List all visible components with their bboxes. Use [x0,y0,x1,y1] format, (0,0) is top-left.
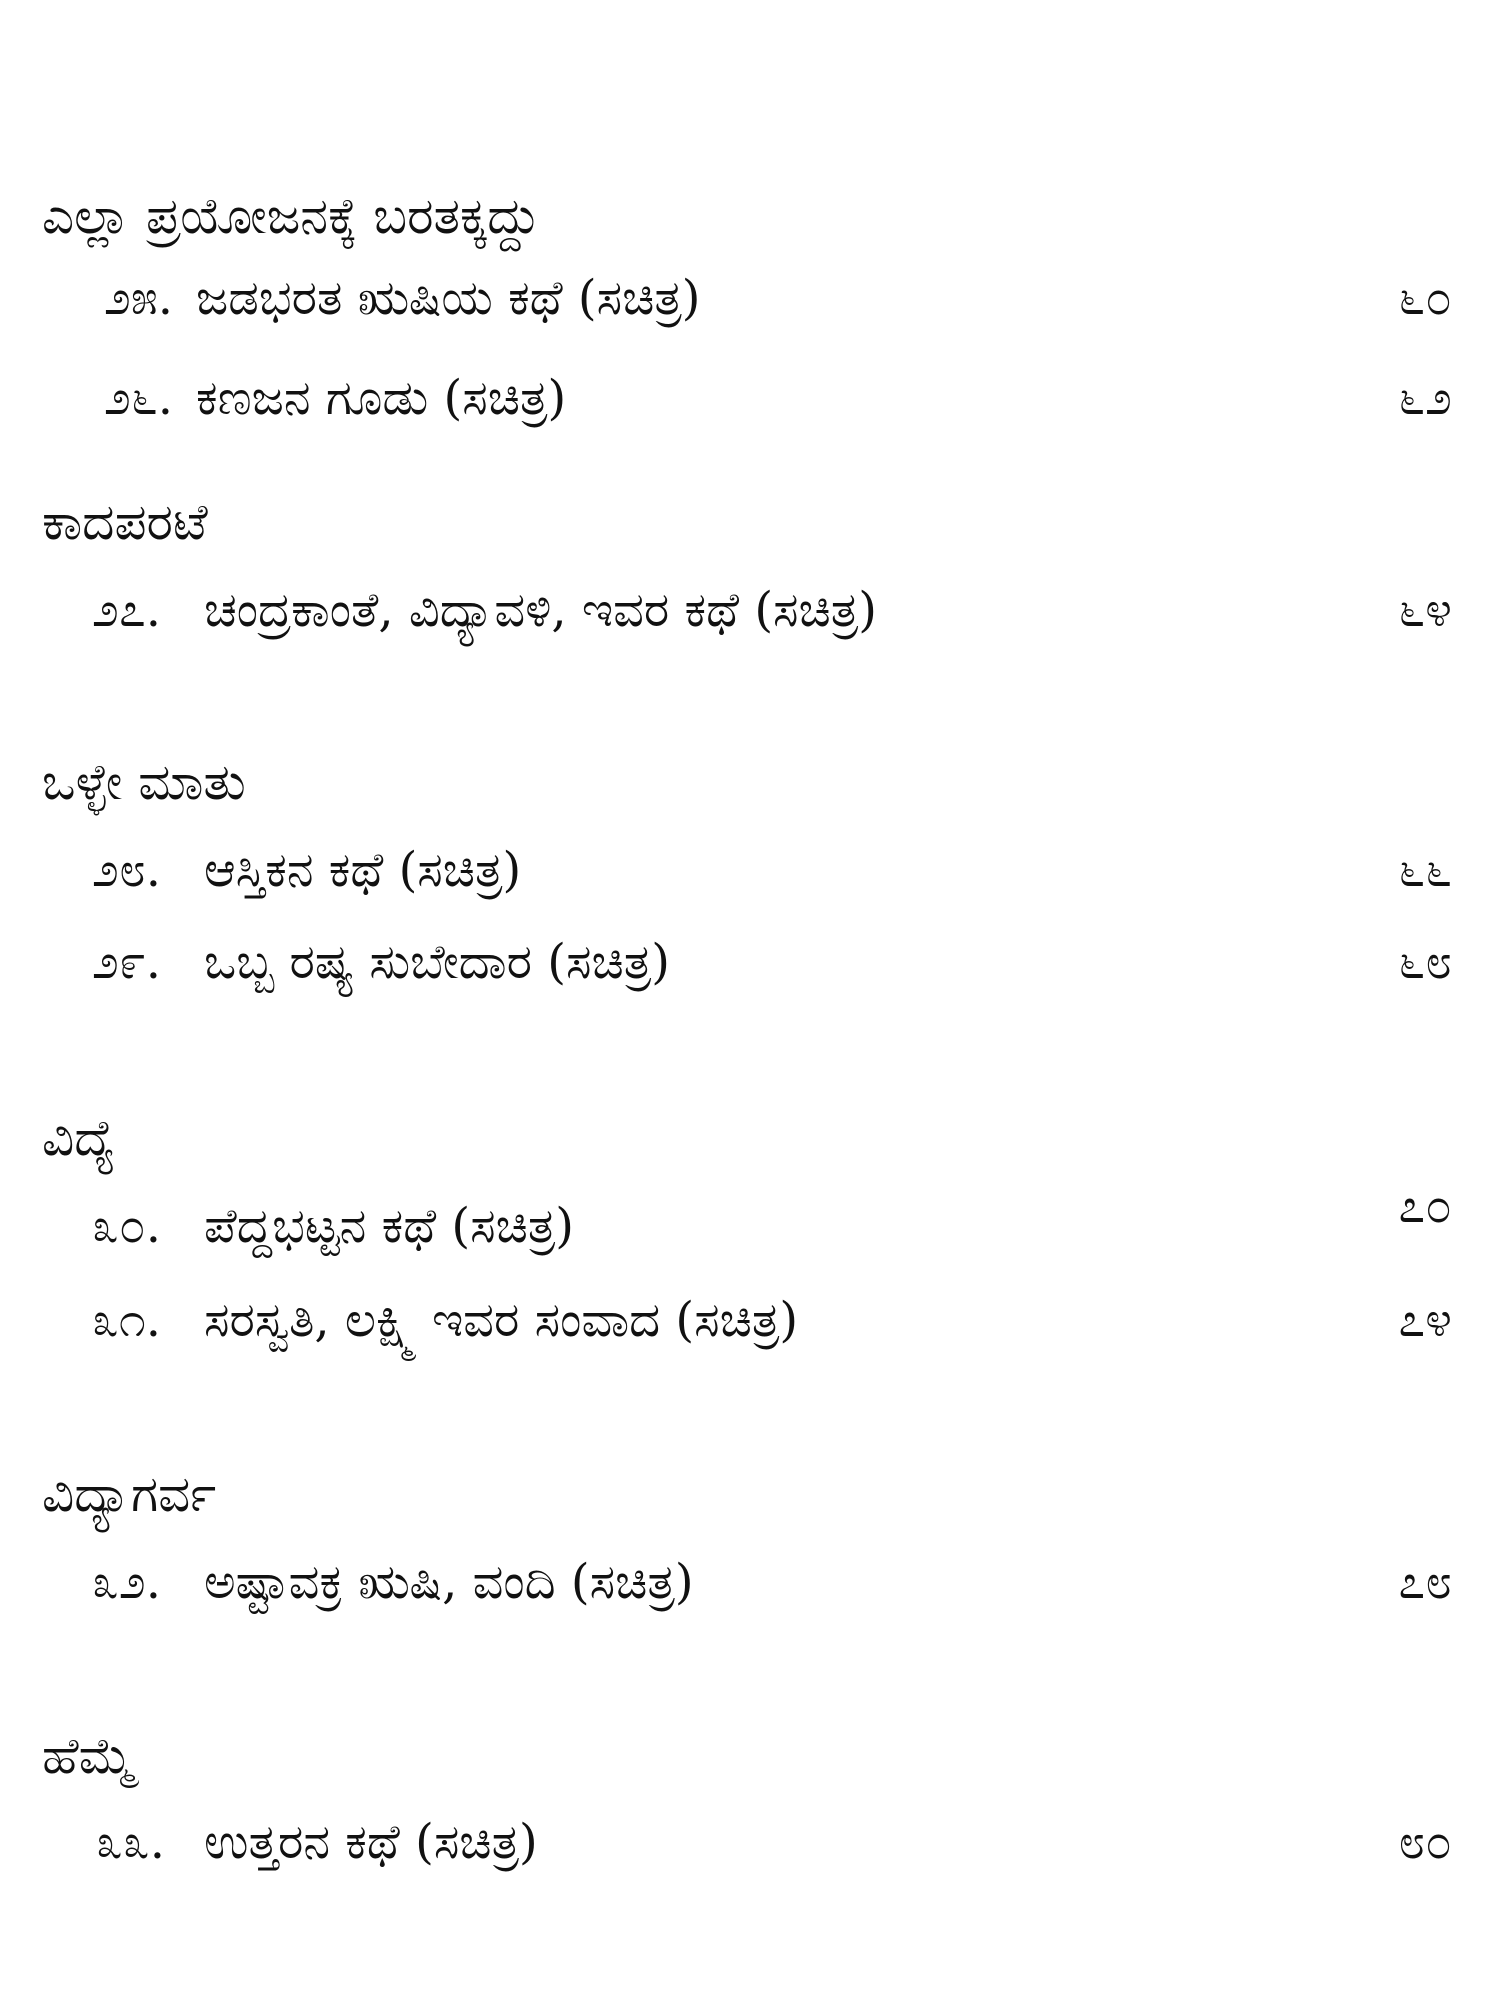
toc-entry [0,1290,1500,1360]
toc-entry [0,368,1500,438]
entry-page-number: ೮೦ [1398,1814,1452,1870]
section-heading: ವಿದ್ಯಾಗರ್ವ [42,1465,217,1523]
entry-title: ಜಡಭರತ ಋಷಿಯ ಕಥೆ (ಸಚಿತ್ರ) [196,270,701,326]
section-heading: ವಿದ್ಯೆ [42,1109,116,1167]
toc-entry [0,1812,1500,1882]
entry-title: ಆಸ್ತಿಕನ ಕಥೆ (ಸಚಿತ್ರ) [204,842,522,898]
entry-number: ೨೬. [104,370,174,426]
entry-number: ೩೩. [96,1814,166,1870]
toc-entry [0,932,1500,1002]
entry-page-number: ೭೦ [1398,1178,1452,1234]
entry-title: ಉತ್ತರನ ಕಥೆ (ಸಚಿತ್ರ) [204,1814,538,1870]
entry-number: ೨೯. [92,934,162,990]
section-heading: ಕಾದಪರಟೆ [42,493,208,551]
entry-page-number: ೬೪ [1398,582,1452,638]
entry-number: ೨೭. [92,582,162,638]
entry-title: ಕಣಜನ ಗೂಡು (ಸಚಿತ್ರ) [196,370,567,426]
toc-entry [0,840,1500,910]
entry-number: ೩೦. [92,1198,162,1254]
toc-entry [0,1552,1500,1622]
toc-entry [0,268,1500,338]
entry-title: ಸರಸ್ವತಿ, ಲಕ್ಷ್ಮಿ ಇವರ ಸಂವಾದ (ಸಚಿತ್ರ) [204,1292,799,1348]
entry-page-number: ೭೪ [1398,1292,1452,1348]
entry-number: ೨೮. [92,842,162,898]
entry-page-number: ೬೮ [1398,934,1452,990]
section-heading: ಒಳ್ಳೇ ಮಾತು [42,753,246,811]
toc-entry [0,1178,1500,1266]
entry-page-number: ೬೨ [1398,370,1452,426]
entry-number: ೩೨. [92,1554,162,1610]
entry-title: ಪೆದ್ದಭಟ್ಟನ ಕಥೆ (ಸಚಿತ್ರ) [204,1198,575,1254]
entry-title: ಅಷ್ಟಾವಕ್ರ ಋಷಿ, ವಂದಿ (ಸಚಿತ್ರ) [204,1554,694,1610]
entry-page-number: ೬೬ [1398,842,1452,898]
section-heading: ಎಲ್ಲಾ ಪ್ರಯೋಜನಕ್ಕೆ ಬರತಕ್ಕದ್ದು [42,187,541,245]
toc-entry [0,580,1500,650]
entry-number: ೩೧. [92,1292,162,1348]
entry-number: ೨೫. [104,270,174,326]
section-heading: ಹೆಮ್ಮೆ [42,1727,135,1785]
entry-title: ಚಂದ್ರಕಾಂತೆ, ವಿದ್ಯಾವಳಿ, ಇವರ ಕಥೆ (ಸಚಿತ್ರ) [204,582,877,638]
entry-page-number: ೭೮ [1398,1554,1452,1610]
entry-title: ಒಬ್ಬ ರಷ್ಯ ಸುಬೇದಾರ (ಸಚಿತ್ರ) [204,934,670,990]
entry-page-number: ೬೦ [1398,270,1452,326]
